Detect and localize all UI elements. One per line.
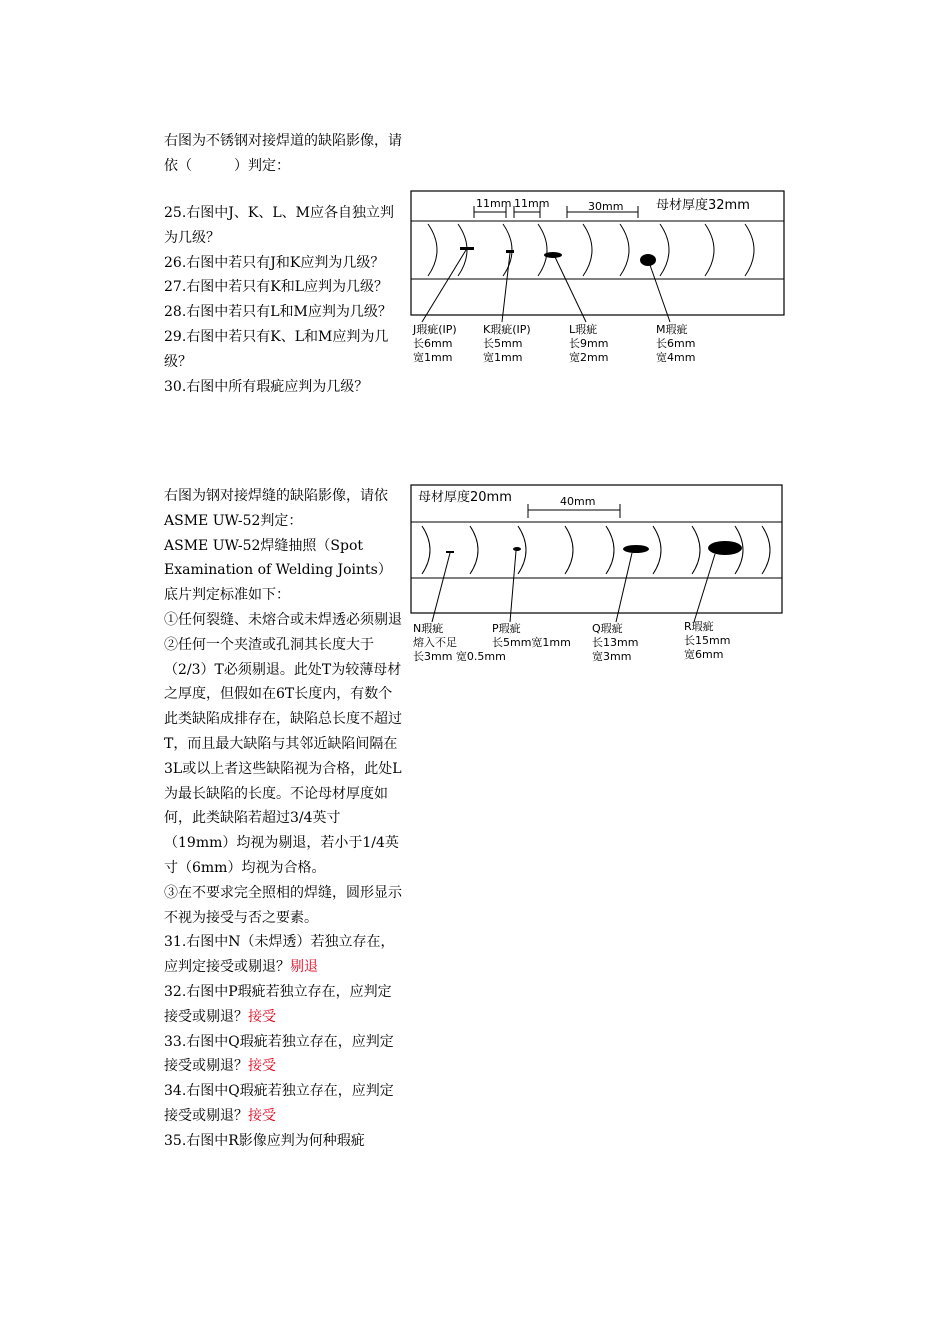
label-k-len: 长5mm xyxy=(483,337,523,350)
defect-q xyxy=(623,545,649,553)
defect-m xyxy=(640,254,656,266)
label-l-wid: 宽2mm xyxy=(569,351,609,364)
answer-34: 接受 xyxy=(248,1107,276,1124)
dim-label-3: 30mm xyxy=(588,200,624,213)
weld-ripples xyxy=(428,224,754,276)
leader-lines xyxy=(422,250,670,322)
label-r-name: R瑕疵 xyxy=(684,620,714,633)
defect-r xyxy=(708,541,742,555)
defect-n xyxy=(446,551,454,553)
label-r-l3: 宽6mm xyxy=(684,648,724,661)
thickness-label: 母材厚度32mm xyxy=(656,198,750,213)
answer-32: 接受 xyxy=(248,1008,276,1025)
question-35: 35.右图中R影像应判为何种瑕疵 xyxy=(164,1132,365,1149)
dim-label-1: 11mm xyxy=(476,197,512,210)
lower-text xyxy=(164,484,404,1154)
question-33: 33.右图中Q瑕疵若独立存在，应判定接受或剔退？接受 xyxy=(164,1033,394,1075)
rule-3: ③在不要求完全照相的焊缝，圆形显示不视为接受与否之要素。 xyxy=(164,884,402,926)
label-l-len: 长9mm xyxy=(569,337,609,350)
label-n-l3: 长3mm 宽0.5mm xyxy=(413,650,506,663)
weld-figure-1 xyxy=(410,190,788,370)
label-l-name: L瑕疵 xyxy=(569,323,598,336)
question-30: 30.右图中所有瑕疵应判为几级？ xyxy=(164,378,369,395)
label-q-l3: 宽3mm xyxy=(592,650,632,663)
label-m-name: M瑕疵 xyxy=(656,323,688,336)
rule-2: ②任何一个夹渣或孔洞其长度大于（2/3）T必须剔退。此处T为较薄母材之厚度，但假如在6T长度内，有数个此类缺陷成排存在，缺陷总长度不超过T，而且最大缺陷与其邻近缺陷间隔在3L或以上者这些缺陷视为合格，此处L为最长缺陷的长度。不论母材厚度如何，此类缺陷若超过3/4英寸（19mm）均视为剔退，若小于1/4英寸（6mm）均视为合格。 xyxy=(164,636,402,876)
weld-figure-2 xyxy=(410,484,785,666)
label-m-len: 长6mm xyxy=(656,337,696,350)
question-28: 28.右图中若只有L和M应判为几级？ xyxy=(164,304,392,321)
answer-33: 接受 xyxy=(248,1058,276,1075)
label-k-wid: 宽1mm xyxy=(483,351,523,364)
standard-title: ASME UW-52焊缝抽照（Spot Examination of Welding Joints）底片判定标准如下： xyxy=(164,537,392,604)
question-32: 32.右图中P瑕疵若独立存在，应判定接受或剔退？接受 xyxy=(164,983,392,1025)
defect-j xyxy=(460,247,474,250)
question-34: 34.右图中Q瑕疵若独立存在，应判定接受或剔退？接受 xyxy=(164,1083,394,1124)
label-q-name: Q瑕疵 xyxy=(592,622,623,635)
answer-31: 剔退 xyxy=(290,959,318,976)
label-p-name: P瑕疵 xyxy=(492,622,521,635)
question-26: 26.右图中若只有J和K应判为几级？ xyxy=(164,254,385,271)
leader-lines-2 xyxy=(432,551,715,622)
label-k-name: K瑕疵(IP) xyxy=(483,323,531,336)
label-m-wid: 宽4mm xyxy=(656,351,696,364)
label-j-len: 长6mm xyxy=(413,337,453,350)
question-25: 25.右图中J、K、L、M应各自独立判为几级？ xyxy=(164,205,394,246)
question-29: 29.右图中若只有K、L和M应判为几级？ xyxy=(164,328,389,370)
label-n-name: N瑕疵 xyxy=(413,622,444,635)
rule-1: ①任何裂缝、未熔合或未焊透必须剔退 xyxy=(164,611,402,628)
label-r-l2: 长15mm xyxy=(684,634,731,647)
dim-label-40: 40mm xyxy=(560,495,596,508)
upper-text xyxy=(164,129,404,179)
thickness-label-2: 母材厚度20mm xyxy=(418,490,512,505)
label-j-wid: 宽1mm xyxy=(413,351,453,364)
label-n-l2: 熔入不足 xyxy=(413,636,457,649)
intro-stainless: 右图为不锈钢对接焊道的缺陷影像，请依（ ）判定： xyxy=(164,133,402,174)
defect-k xyxy=(506,250,514,253)
label-q-l2: 长13mm xyxy=(592,636,639,649)
label-p-l2: 长5mm宽1mm xyxy=(492,636,571,649)
label-j-name: J瑕疵(IP) xyxy=(413,323,457,336)
question-31: 31.右图中N（未焊透）若独立存在，应判定接受或剔退？剔退 xyxy=(164,934,395,976)
defect-l xyxy=(544,252,562,258)
questions-25-30 xyxy=(164,201,404,399)
intro-steel: 右图为钢对接焊缝的缺陷影像，请依ASME UW-52判定： xyxy=(164,488,388,529)
dim-label-2: 11mm xyxy=(514,197,550,210)
defect-p xyxy=(513,547,521,551)
question-27: 27.右图中若只有K和L应判为几级？ xyxy=(164,279,389,296)
